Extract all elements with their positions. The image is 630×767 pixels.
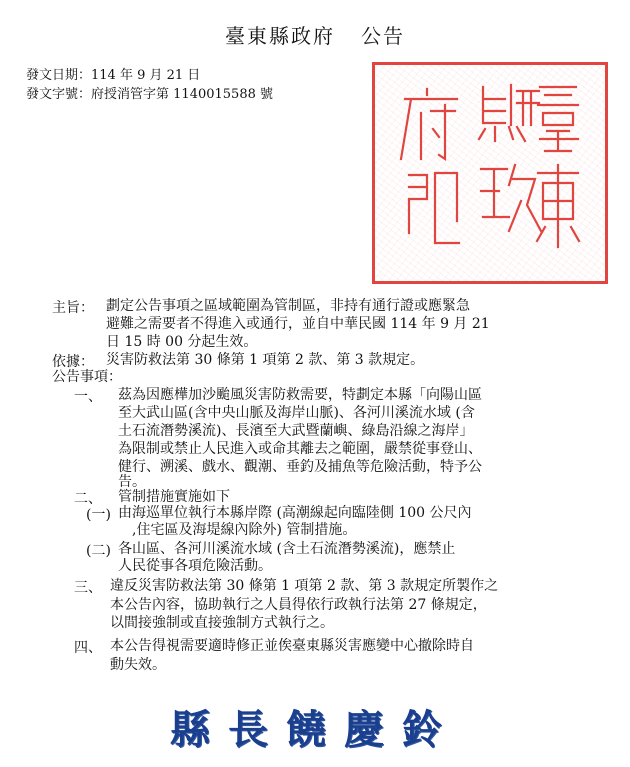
magistrate-signature: 縣長饒慶鈴	[170, 706, 460, 753]
item-3-line-1: 違反災害防救法第 30 條第 1 項第 2 款、第 3 款規定所製作之	[110, 578, 499, 594]
item-2-number: 二、	[74, 491, 102, 507]
item-2-sub-2-line-1: 各山區、各河川溪流水域 (含土石流潛勢溪流)，應禁止	[118, 541, 456, 557]
item-2-sub-2-line-2: 人民從事各項危險活動。	[118, 558, 272, 574]
item-2-sub-1-line-2: ,住宅區及海堤線內除外) 管制措施。	[132, 522, 357, 538]
item-1-number: 一、	[74, 389, 102, 405]
item-3-number: 三、	[74, 580, 102, 596]
item-4-line-2: 動失效。	[110, 657, 166, 673]
item-4-number: 四、	[74, 640, 102, 656]
issue-date-label: 發文日期：	[26, 68, 92, 83]
item-4-line-1: 本公告得視需要適時修正並俟臺東縣災害應變中心撤除時自	[110, 638, 474, 654]
document-type: 公告	[361, 24, 405, 48]
basis-label: 依據：	[52, 354, 94, 370]
doc-number-label: 發文字號：	[26, 87, 92, 102]
doc-number-row	[26, 85, 273, 104]
item-1-line-2: 至大武山區(含中央山脈及海岸山脈)、各河川溪流水域 (含	[118, 405, 475, 421]
seal-glyphs	[375, 65, 605, 281]
item-3-line-3: 以間接強制或直接強制方式執行之。	[110, 615, 334, 631]
subject-line-2: 避難之需要者不得進入或通行，並自中華民國 114 年 9 月 21	[106, 316, 490, 332]
document-meta	[26, 66, 273, 104]
subject-label: 主旨：	[52, 300, 94, 316]
item-1-line-4: 為限制或禁止人民進入或命其離去之範圍，嚴禁從事登山、	[118, 441, 482, 457]
basis-text: 災害防救法第 30 條第 1 項第 2 款、第 3 款規定。	[106, 352, 425, 368]
item-2-sub-2-number: (二)	[86, 543, 111, 559]
subject-line-1: 劃定公告事項之區域範圍為管制區，非持有通行證或應緊急	[106, 298, 470, 314]
item-1-line-3: 土石流潛勢溪流)、長濱至大武暨蘭嶼、綠島沿線之海岸」	[118, 423, 474, 439]
item-1-line-5: 健行、溯溪、戲水、觀潮、垂釣及捕魚等危險活動，特予公	[118, 459, 482, 475]
issue-date-value: 114 年 9 月 21 日	[91, 68, 201, 83]
subject-line-3: 日 15 時 00 分起生效。	[106, 334, 258, 350]
item-2-sub-1-number: (一)	[86, 507, 111, 523]
issue-date-row	[26, 66, 273, 85]
doc-number-value: 府授消管字第 1140015588 號	[91, 87, 273, 102]
item-2-sub-1-line-1: 由海巡單位執行本縣岸際 (高潮線起向臨陸側 100 公尺內	[118, 505, 472, 521]
agency-name: 臺東縣政府	[225, 24, 335, 48]
document-title	[0, 20, 630, 49]
items-label: 公告事項：	[52, 369, 122, 385]
item-1-line-1: 茲為因應樺加沙颱風災害防救需要，特劃定本縣「向陽山區	[118, 387, 482, 403]
item-1-line-6: 告。	[118, 474, 146, 490]
item-2-title: 管制措施實施如下	[118, 489, 230, 505]
item-3-line-2: 本公告內容，協助執行之人員得依行政執行法第 27 條規定，	[110, 597, 487, 613]
official-seal	[372, 62, 608, 284]
